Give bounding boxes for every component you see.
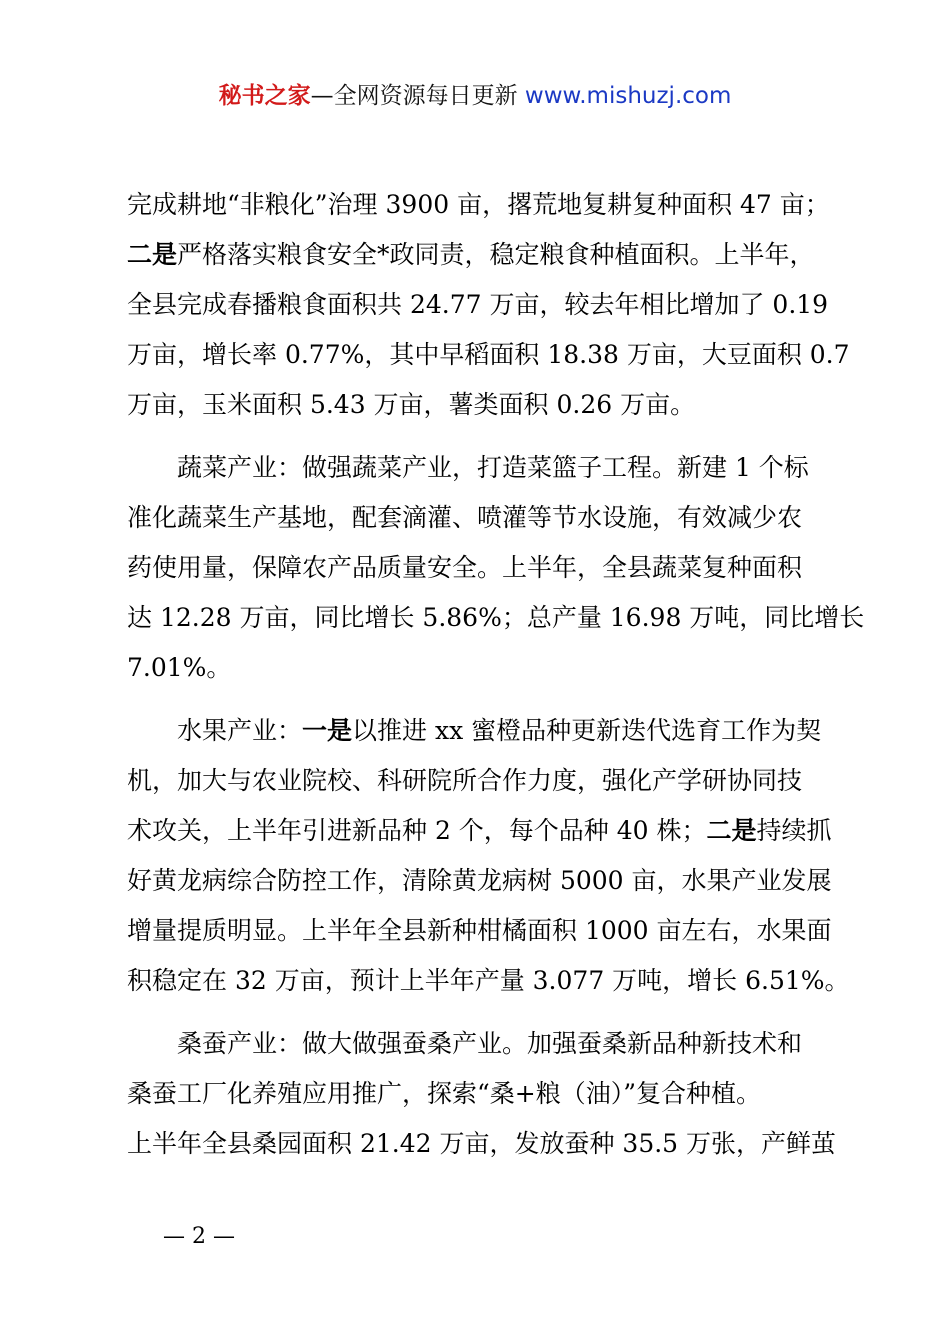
text-line [127, 180, 833, 230]
text-run: 以推进 xx 蜜橙品种更新迭代选育工作为契 [352, 716, 822, 745]
text-run: 严格落实粮食安全*政同责，稳定粮食种植面积。上半年， [177, 240, 815, 269]
text-run: 积稳定在 32 万亩，预计上半年产量 3.077 万吨，增长 6.51%。 [127, 966, 850, 995]
text-line [127, 543, 833, 593]
text-line [127, 806, 833, 856]
text-run: 药使用量，保障农产品质量安全。上半年，全县蔬菜复种面积 [127, 553, 803, 582]
text-run: 机，加大与农业院校、科研院所合作力度，强化产学研协同技 [127, 766, 803, 795]
text-line [127, 756, 833, 806]
text-line [127, 1119, 837, 1169]
text-line [127, 706, 833, 756]
paragraph-grain [127, 180, 850, 430]
site-header [0, 80, 950, 112]
bold-marker: 一是 [302, 716, 353, 745]
text-run: 7.01%。 [127, 653, 232, 682]
bold-marker: 二是 [127, 240, 178, 269]
text-run: 达 12.28 万亩，同比增长 5.86%；总产量 16.98 万吨，同比增长 [127, 603, 865, 632]
document-body [127, 180, 865, 1169]
text-line [127, 1019, 833, 1069]
text-line [127, 380, 833, 430]
brand-name: 秘书之家 [218, 83, 311, 109]
paragraph-vegetables [127, 443, 865, 693]
bold-marker: 二是 [706, 816, 757, 845]
text-line [127, 956, 850, 1006]
text-line [127, 330, 850, 380]
text-run: 术攻关，上半年引进新品种 2 个，每个品种 40 株； [127, 816, 707, 845]
text-run: 增量提质明显。上半年全县新种柑橘面积 1000 亩左右，水果面 [127, 916, 832, 945]
text-run: 桑蚕工厂化养殖应用推广，探索“桑+粮（油）”复合种植。 [127, 1079, 762, 1108]
text-line [127, 1069, 833, 1119]
text-run: 万亩，玉米面积 5.43 万亩，薯类面积 0.26 万亩。 [127, 390, 696, 419]
text-run: 准化蔬菜生产基地，配套滴灌、喷灌等节水设施，有效减少农 [127, 503, 803, 532]
text-run: 上半年全县桑园面积 21.42 万亩，发放蚕种 35.5 万张，产鲜茧 [127, 1129, 837, 1158]
paragraph-fruit [127, 706, 850, 1006]
text-run: 全县完成春播粮食面积共 24.77 万亩，较去年相比增加了 0.19 [127, 290, 829, 319]
text-line [127, 443, 833, 493]
text-line [127, 280, 833, 330]
header-tagline: —全网资源每日更新 [310, 83, 518, 109]
text-run: 水果产业： [177, 716, 303, 745]
text-run: 完成耕地“非粮化”治理 3900 亩，撂荒地复耕复种面积 47 亩； [127, 190, 830, 219]
text-run: 桑蚕产业：做大做强蚕桑产业。加强蚕桑新品种新技术和 [177, 1029, 803, 1058]
text-line [127, 493, 833, 543]
text-line [127, 906, 833, 956]
text-run: 持续抓 [756, 816, 832, 845]
page-number: — 2 — [163, 1224, 235, 1249]
paragraph-sericulture [127, 1019, 837, 1169]
text-run: 好黄龙病综合防控工作，清除黄龙病树 5000 亩，水果产业发展 [127, 866, 832, 895]
text-line [127, 643, 833, 693]
text-run: 蔬菜产业：做强蔬菜产业，打造菜篮子工程。新建 1 个标 [177, 453, 809, 482]
text-run: 万亩，增长率 0.77%，其中早稻面积 18.38 万亩，大豆面积 0.7 [127, 340, 850, 369]
text-line [127, 593, 865, 643]
text-line [127, 230, 833, 280]
site-url-link[interactable]: www.mishuzj.com [524, 83, 732, 109]
text-line [127, 856, 833, 906]
